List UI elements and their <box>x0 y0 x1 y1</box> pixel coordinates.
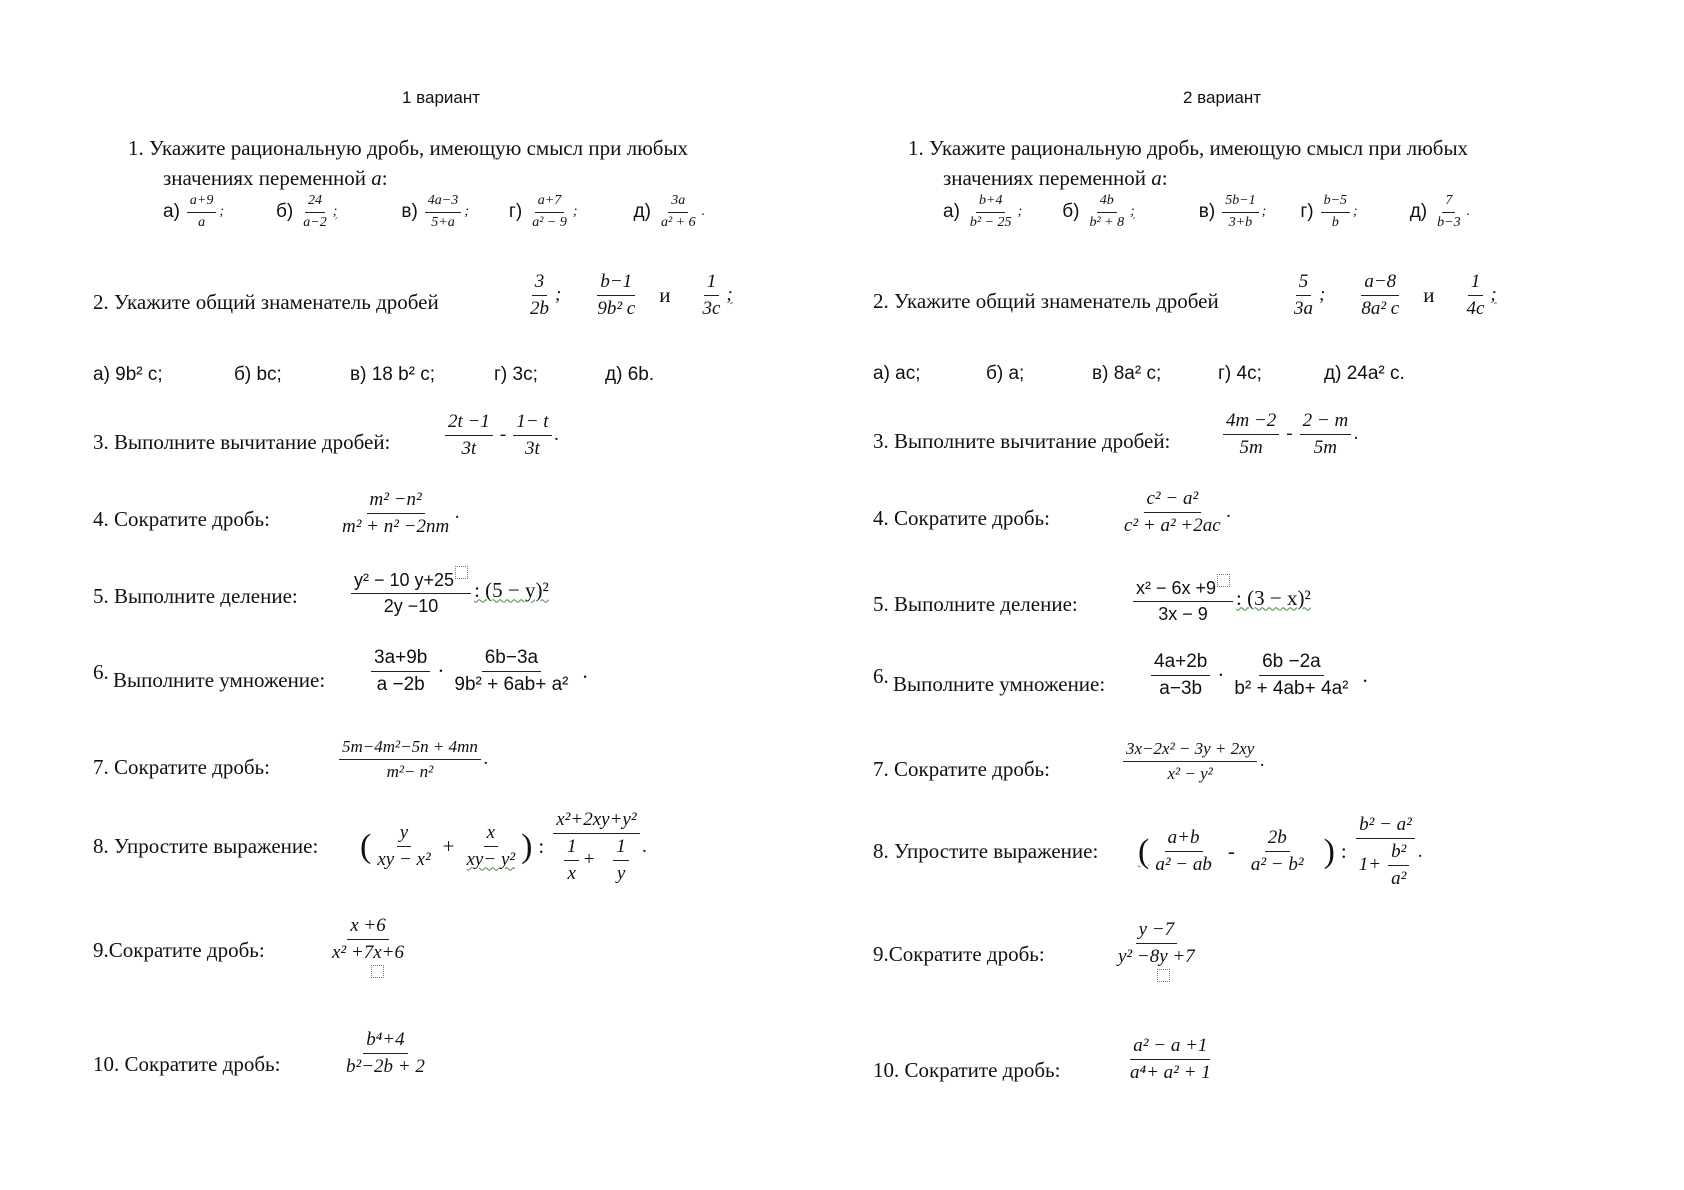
answer-d: г) 4c; <box>1218 363 1262 384</box>
question-9-expression: $\frac{y -7}{\text{y² −8y +7}}$ <box>1112 920 1201 993</box>
question-7-text: 7. Сократите дробь: <box>873 757 1050 781</box>
placeholder-box <box>455 566 468 579</box>
question-1-line2: значениях переменной а: <box>163 166 388 190</box>
option-label: д) <box>633 201 651 223</box>
question-9-text: 9.Сократите дробь: <box>873 942 1045 966</box>
question-3-text: 3. Выполните вычитание дробей: <box>873 429 1171 453</box>
question-10-expression: $\frac{\text{b⁴+4}}{\text{b²−2b + 2}}$ <box>346 1029 425 1077</box>
question-6-number: 6. <box>93 660 109 684</box>
question-1-options: а) $\frac{b+4}{\text{b² − 25}}$ ; б) $\frac{4b}{\text{b² + 8}}$ ; в) $\frac{5b-1}{3+b}$ ; г) $\frac{b-5}{b}$ ; д) $\frac{7}{b-3}$ . <box>943 193 1471 230</box>
option-label: б) <box>276 201 294 223</box>
answer-b: б) a; <box>986 363 1025 384</box>
variant-title: 1 вариант <box>402 88 481 107</box>
question-4-expression: $\frac{\text{m² −n²}}{\text{m² + n² −2nm}}$ . <box>342 489 460 537</box>
option-label: б) <box>1062 201 1080 223</box>
option-label: г) <box>1300 201 1314 223</box>
question-7-text: 7. Сократите дробь: <box>93 755 270 779</box>
question-8-expression: ( $\frac{a+b}{\text{a² − ab}}$ - $\frac{2b}{\text{a² − b²}}$ ) : b² − a² 1+ $\frac{\text{b²}}{\text{a²}}$ . <box>1138 814 1424 889</box>
question-1-line2: значениях переменной а: <box>943 166 1168 190</box>
question-2-text: 2. Укажите общий знаменатель дробей <box>93 290 439 314</box>
question-5-expression: $\frac{\text{x² − 6x +9}}{3x - 9}$ : (3 − x)² <box>1130 574 1311 624</box>
question-1-line1: 1. Укажите рациональную дробь, имеющую смысл при любых <box>908 136 1469 160</box>
answer-d: г) 3c; <box>494 364 538 385</box>
option-label: а) <box>943 201 960 223</box>
question-10-expression: $\frac{\text{a² − a +1}}{\text{a⁴+ a² + 1}}$ <box>1130 1035 1211 1083</box>
placeholder-box <box>1217 574 1230 587</box>
question-6-number: 6. <box>873 664 889 688</box>
question-6-expression: $\frac{3a+9b}{a -2b}$ · $\frac{6b-3a}{\text{9b² + 6ab+ a²}}$ . <box>368 648 588 695</box>
question-5-expression: $\frac{\text{y² − 10 y+25}}{2y -10}$ : (5 − y)² <box>348 566 549 616</box>
question-5-text: 5. Выполните деление: <box>93 584 298 608</box>
question-2-fractions: $\frac{3}{2b}$ ; $\frac{b-1}{\text{9b² c}}$ и $\frac{1}{3c}$ ; <box>524 272 733 319</box>
question-8-text: 8. Упростите выражение: <box>873 839 1099 863</box>
placeholder-box <box>371 965 384 978</box>
question-10-text: 10. Сократите дробь: <box>93 1052 281 1076</box>
answer-b: б) bc; <box>234 364 282 385</box>
question-2-text: 2. Укажите общий знаменатель дробей <box>873 289 1219 313</box>
answer-c: в) 18 b² c; <box>350 364 436 385</box>
option-fraction: $\frac{4a-3}{5+a}$ <box>425 194 461 230</box>
question-9-text: 9.Сократите дробь: <box>93 938 265 962</box>
question-3-expression: $\frac{2t -1}{3t}$ - $\frac{1- t}{3t}$ . <box>442 412 559 459</box>
question-10-text: 10. Сократите дробь: <box>873 1058 1061 1082</box>
fraction: $\frac{b-1}{\text{9b² c}}$ <box>597 271 636 319</box>
option-fraction: $\frac{a+7}{\text{a² − 9}}$ <box>532 193 567 230</box>
question-5-text: 5. Выполните деление: <box>873 592 1078 616</box>
question-8-text: 8. Упростите выражение: <box>93 834 319 858</box>
option-label: г) <box>508 201 523 223</box>
question-6-text: Выполните умножение: <box>113 668 326 692</box>
question-1-options: а) $\frac{a+9}{a}$ ; б) $\frac{24}{a-2}$ ; в) $\frac{4a-3}{5+a}$ ; г) $\frac{a+7}{\text{a² − 9}}$ ; д) $\frac{3a}{\text{a² + 6}}$ . <box>163 193 706 230</box>
variant-2-column <box>842 0 1684 1190</box>
fraction: $\frac{1}{3c}$ <box>702 271 721 319</box>
option-fraction: $\frac{24}{a-2}$ <box>303 193 327 230</box>
question-7-expression: $\frac{\text{5m−4m²−5n + 4mn}}{\text{m²− n²}}$ . <box>336 738 489 781</box>
option-label: в) <box>401 201 418 223</box>
question-4-text: 4. Сократите дробь: <box>873 506 1050 530</box>
question-6-expression: $\frac{4a+2b}{a-3b}$ · $\frac{6b -2a}{\text{b² + 4ab+ 4a²}}$ . <box>1148 652 1368 699</box>
option-label: д) <box>1409 201 1428 223</box>
fraction: $\frac{3}{2b}$ <box>530 271 549 319</box>
question-9-expression: $\frac{x +6}{\text{x² +7x+6}}$ <box>326 916 410 989</box>
option-label: а) <box>163 201 180 223</box>
option-label: в) <box>1198 201 1216 223</box>
answer-c: в) 8a² c; <box>1092 363 1162 384</box>
option-fraction: $\frac{a+9}{a}$ <box>187 194 216 230</box>
answer-a: а) ac; <box>873 363 921 384</box>
placeholder-box <box>1157 969 1170 982</box>
question-1-line1: 1. Укажите рациональную дробь, имеющую смысл при любых <box>128 136 689 160</box>
answer-e: д) 6b. <box>605 364 655 385</box>
question-8-expression: ( $\frac{y}{\text{xy − x²}}$ + $\frac{x}{\text{xy− y²}}$ ) : x²+2xy+y² $\frac{1}{x}$ + $\frac{1}{y}$ . <box>360 809 648 884</box>
answer-a: а) 9b² c; <box>93 364 163 385</box>
question-4-text: 4. Сократите дробь: <box>93 507 270 531</box>
question-4-expression: $\frac{\text{c² − a²}}{\text{c² + a² +2ac}}$ . <box>1124 488 1232 536</box>
answer-e: д) 24a² c. <box>1324 363 1405 384</box>
question-2-fractions: $\frac{5}{3a}$ ; $\frac{a-8}{\text{8a² c}}$ и $\frac{1}{4c}$ ; <box>1294 271 1497 319</box>
variant-title: 2 вариант <box>1183 88 1262 107</box>
option-fraction: $\frac{3a}{\text{a² + 6}}$ <box>660 193 696 230</box>
question-3-expression: $\frac{4m -2}{5m}$ - $\frac{2 - m}{5m}$ . <box>1220 411 1359 458</box>
question-6-text: Выполните умножение: <box>893 672 1106 696</box>
question-3-text: 3. Выполните вычитание дробей: <box>93 430 391 454</box>
question-7-expression: $\frac{\text{3x−2x² − 3y + 2xy}}{\text{x² − y²}}$ . <box>1120 740 1265 783</box>
